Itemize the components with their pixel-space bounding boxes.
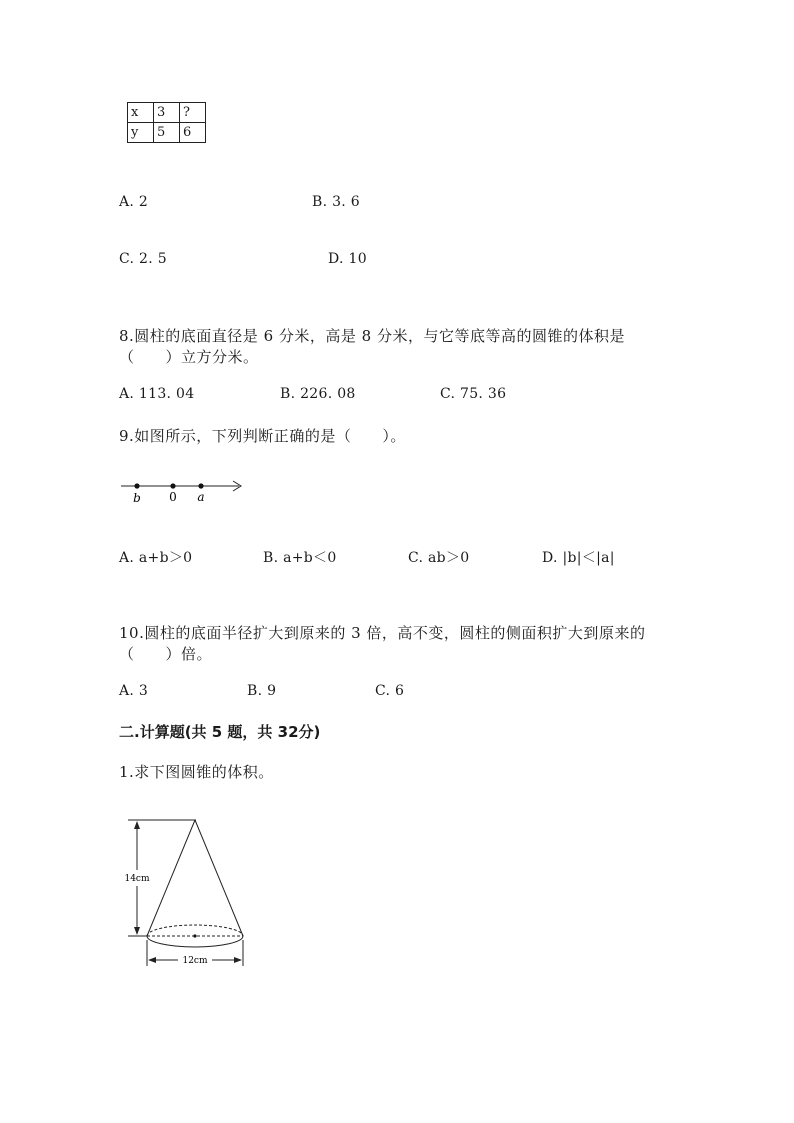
table-cell: x: [128, 103, 154, 123]
base-front-arc: [147, 936, 243, 947]
q9-option-b[interactable]: B. a+b＜0: [263, 550, 337, 566]
q10-option-c[interactable]: C. 6: [375, 683, 405, 699]
q7-option-c[interactable]: C. 2. 5: [119, 251, 167, 267]
diameter-label: 12cm: [182, 956, 208, 966]
q8-question-line2: （ ）立方分米。: [119, 348, 259, 366]
q9-option-c[interactable]: C. ab＞0: [408, 550, 470, 566]
q7-option-a[interactable]: A. 2: [119, 194, 149, 210]
q10-question-line1: 10.圆柱的底面半径扩大到原来的 3 倍，高不变，圆柱的侧面积扩大到原来的: [119, 624, 646, 642]
q9-option-a[interactable]: A. a+b＞0: [119, 550, 193, 566]
table-cell: y: [128, 123, 154, 143]
point-b: [134, 483, 139, 488]
arrow-right-icon: [234, 957, 242, 963]
label-zero: 0: [169, 490, 177, 504]
cone-right-edge: [195, 820, 243, 936]
table-cell: ?: [180, 103, 206, 123]
arrow-down-icon: [134, 927, 140, 935]
table-row: [128, 123, 206, 143]
table-cell: 3: [154, 103, 180, 123]
q8-option-c[interactable]: C. 75. 36: [440, 386, 507, 402]
q8-option-b[interactable]: B. 226. 08: [280, 386, 356, 402]
base-back-arc: [147, 925, 243, 936]
label-b: b: [133, 491, 141, 505]
calc-question-1: 1.求下图圆锥的体积。: [119, 763, 274, 781]
table-cell: 6: [180, 123, 206, 143]
arrow-left-icon: [148, 957, 156, 963]
q9-option-d[interactable]: D. |b|＜|a|: [542, 550, 615, 566]
section-heading: 二.计算题(共 5 题，共 32分): [119, 723, 321, 741]
q10-option-a[interactable]: A. 3: [119, 683, 149, 699]
xy-table: [127, 102, 206, 143]
point-zero: [170, 483, 175, 488]
base-center: [193, 934, 196, 937]
label-a: a: [197, 490, 205, 504]
table-row: [128, 103, 206, 123]
table-cell: 5: [154, 123, 180, 143]
q9-question: 9.如图所示，下列判断正确的是（ ）。: [119, 427, 406, 445]
arrow-up-icon: [134, 821, 140, 829]
q8-option-a[interactable]: A. 113. 04: [119, 386, 195, 402]
number-line-figure: [115, 472, 250, 506]
q10-option-b[interactable]: B. 9: [247, 683, 277, 699]
height-label: 14cm: [124, 874, 150, 884]
point-a: [198, 483, 203, 488]
q7-option-b[interactable]: B. 3. 6: [312, 194, 361, 210]
cone-figure: [118, 812, 258, 972]
q10-question-line2: （ ）倍。: [119, 645, 213, 663]
q7-option-d[interactable]: D. 10: [328, 251, 367, 267]
q8-question-line1: 8.圆柱的底面直径是 6 分米，高是 8 分米，与它等底等高的圆锥的体积是: [119, 327, 625, 345]
cone-left-edge: [147, 820, 195, 936]
